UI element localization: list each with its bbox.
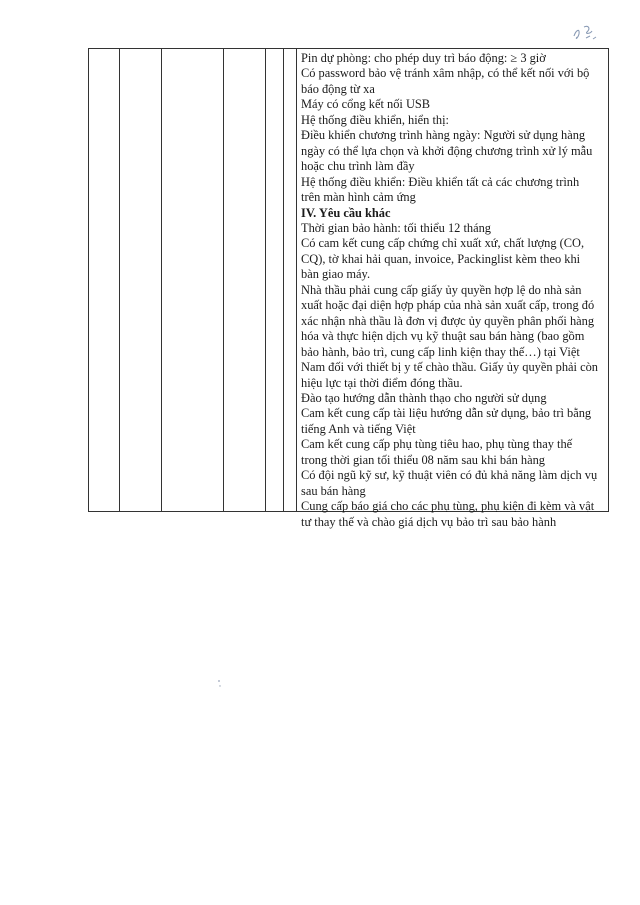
spec-line: xác nhận nhà thầu là đơn vị được ủy quyền phân phối hàng — [301, 313, 595, 328]
spec-line: Nhà thầu phải cung cấp giấy ủy quyền hợp lệ do nhà sản — [301, 282, 582, 297]
spec-line: tư thay thế và chào giá dịch vụ bảo trì sau bảo hành — [301, 514, 557, 529]
table-column-divider — [161, 49, 162, 511]
spec-table — [88, 48, 609, 529]
spec-line: hiệu lực tại thời điểm đóng thầu. — [301, 375, 463, 390]
spec-line: hoặc chu trình làm đầy — [301, 159, 415, 174]
spec-line: Pin dự phòng: cho phép duy trì báo động: ≥ 3 giờ — [301, 51, 546, 65]
spec-line: Có đội ngũ kỹ sư, kỹ thuật viên có đủ khả năng làm dịch vụ — [301, 468, 598, 483]
spec-line: Có cam kết cung cấp chứng chỉ xuất xứ, chất lượng (CO, — [301, 236, 585, 251]
spec-line: Cam kết cung cấp phụ tùng tiêu hao, phụ tùng thay thế — [301, 437, 573, 452]
spec-line: trong thời gian tối thiểu 08 năm sau khi bán hàng — [301, 452, 546, 467]
spec-line: hóa và thực hiện dịch vụ kỹ thuật sau bán hàng (bao gồm — [301, 329, 585, 344]
spec-line: Cung cấp báo giá cho các phụ tùng, phụ kiện đi kèm và vật — [301, 499, 595, 514]
spec-line: trên màn hình cảm ứng — [301, 190, 416, 205]
spec-line: Có password bảo vệ tránh xâm nhập, có thể kết nối với bộ — [301, 66, 590, 81]
table-column-divider — [296, 49, 297, 511]
scan-speck — [216, 676, 222, 686]
spec-line: bảo hành, bảo trì, cung cấp linh kiện thay thế…) tại Việt — [301, 344, 580, 359]
spec-line: sau bán hàng — [301, 483, 366, 498]
table-column-divider — [265, 49, 266, 511]
spec-line: Hệ thống điều khiển, hiển thị: — [301, 112, 449, 127]
table-column-divider — [223, 49, 224, 511]
spec-line: bàn giao máy. — [301, 267, 371, 282]
handwritten-initials-icon — [566, 22, 600, 44]
spec-line: xuất hoặc đại diện hợp pháp của nhà sản xuất cấp, trong đó — [301, 298, 595, 313]
table-column-divider — [119, 49, 120, 511]
spec-line: Điều khiển chương trình hàng ngày: Người sử dụng hàng — [301, 128, 586, 143]
spec-line: Hệ thống điều khiển: Điều khiển tất cả các chương trình — [301, 174, 580, 189]
technical-requirements-cell — [301, 51, 603, 530]
spec-line: báo động từ xa — [301, 81, 375, 96]
spec-line: Đào tạo hướng dẫn thành thạo cho người sử dụng — [301, 390, 547, 405]
section-heading: IV. Yêu cầu khác — [301, 205, 391, 220]
spec-line: Thời gian bảo hành: tối thiểu 12 tháng — [301, 220, 491, 235]
spec-line: Nam đối với thiết bị y tế chào thầu. Giấy ủy quyền phải còn — [301, 360, 598, 375]
spec-line: Máy có cổng kết nối USB — [301, 97, 431, 112]
spec-line: ngày có thể lựa chọn và khởi động chương trình xử lý mẫu — [301, 143, 593, 158]
spec-line: Cam kết cung cấp tài liệu hướng dẫn sử dụng, bảo trì bằng — [301, 406, 592, 421]
spec-line: CQ), tờ khai hải quan, invoice, Packinglist kèm theo khi — [301, 251, 581, 266]
spec-line: tiếng Anh và tiếng Việt — [301, 421, 416, 436]
table-column-divider — [283, 49, 284, 511]
